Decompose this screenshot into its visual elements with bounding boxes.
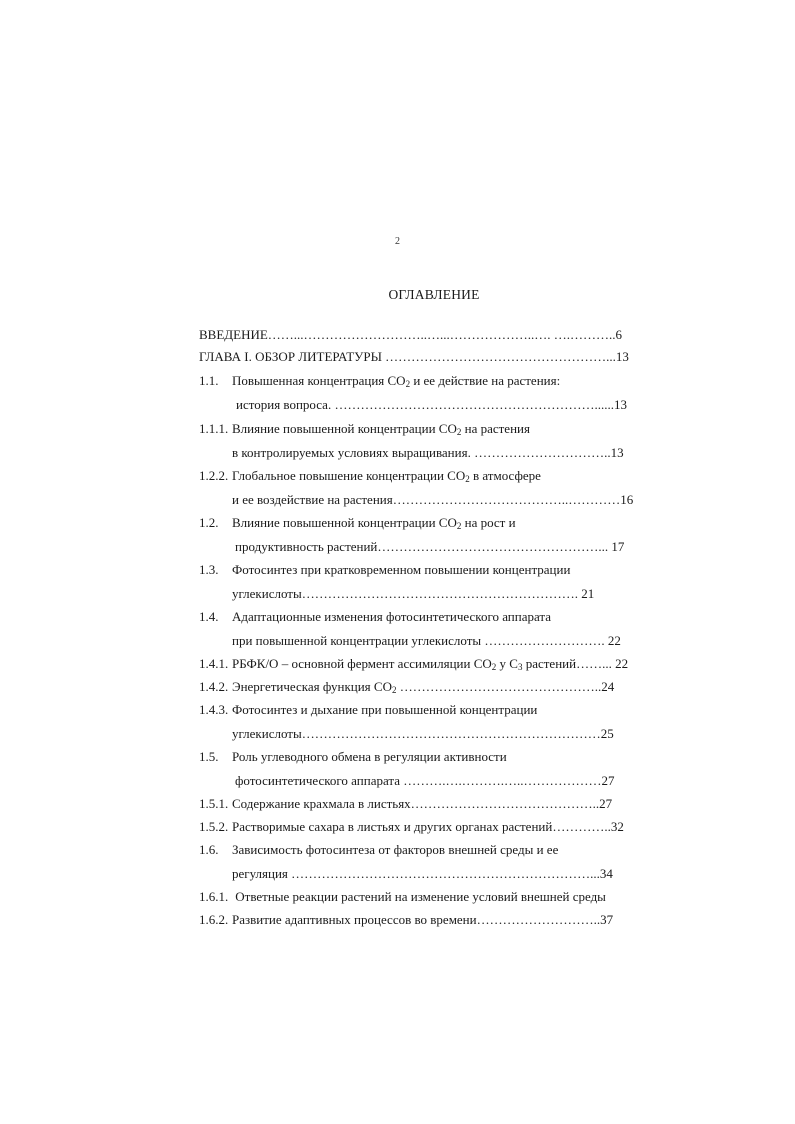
section-number: 1.2.2. [199,468,229,483]
section-number: 1.5.1. [199,796,229,811]
toc-entry-1-6-cont [232,866,613,882]
subscript: 3 [517,662,523,672]
toc-entry-intro [199,327,622,343]
toc-entry-1-3 [199,562,570,578]
toc-entry-text: Зависимость фотосинтеза от факторов внешней среды и ее [232,842,559,857]
toc-entry-text: РБФК/О – основной фермент ассимиляции СО [232,656,492,671]
subscript: 2 [456,427,462,437]
toc-entry-text: Растворимые сахара в листьях и других органах растений…………..32 [232,819,624,834]
toc-entry-text: Влияние повышенной концентрации СО [232,421,457,436]
toc-entry-text: углекислоты……………………………………………………………25 [232,726,614,741]
page-number: 2 [395,236,400,247]
toc-entry-text: Роль углеводного обмена в регуляции активности [232,749,507,764]
toc-entry-1-4-2 [199,679,614,695]
toc-entry-text: Фотосинтез при кратковременном повышении концентрации [232,562,571,577]
section-number: 1.1.1. [199,421,229,436]
toc-entry-text: углекислоты………………………………………………………. 21 [232,586,595,601]
toc-entry-text: на растения [461,421,530,436]
toc-entry-text: Влияние повышенной концентрации СО [232,515,457,530]
toc-entry-text: Повышенная концентрация СО [232,373,406,388]
toc-entry-text: продуктивность растений……………………………………………... 17 [235,539,625,554]
toc-entry-1-6-1 [199,889,606,905]
toc-entry-1-5-1 [199,796,612,812]
toc-entry-text: в контролируемых условиях выращивания. …………………………..13 [232,445,624,460]
subscript: 2 [405,379,411,389]
toc-entry-text: ………………………………………..24 [396,679,615,694]
toc-entry-text: при повышенной концентрации углекислоты ………………………. 22 [232,633,621,648]
toc-entry-1-4-cont [232,633,621,649]
toc-entry-text: Глобальное повышение концентрации СО [232,468,466,483]
section-number: 1.4.2. [199,679,229,694]
toc-entry-text: и ее воздействие на растения…………………………………..…………16 [232,492,634,507]
section-number: 1.5. [199,749,219,764]
toc-entry-1-1-cont [236,397,627,413]
toc-entry-text: ГЛАВА I. ОБЗОР ЛИТЕРАТУРЫ ……………………………………………...13 [199,349,629,364]
toc-entry-1-5-2 [199,819,624,835]
toc-entry-text: на рост и [461,515,516,530]
section-number: 1.5.2. [199,819,229,834]
toc-entry-text: у С [496,656,518,671]
toc-entry-text: Энергетическая функция СО [232,679,392,694]
section-number: 1.6.2. [199,912,229,927]
toc-entry-text: Адаптационные изменения фотосинтетического аппарата [232,609,552,624]
toc-entry-1-4-3 [199,702,537,718]
toc-entry-1-6-2 [199,912,613,928]
subscript: 2 [391,685,397,695]
toc-entry-1-4 [199,609,551,625]
page-title: ОГЛАВЛЕНИЕ [388,287,480,302]
toc-entry-1-6 [199,842,558,858]
section-number: 1.1. [199,373,219,388]
toc-entry-text: история вопроса. ……………………………………………………......13 [236,397,627,412]
toc-entry-1-1-1 [199,421,530,437]
section-number: 1.4.3. [199,702,229,717]
toc-entry-text: и ее действие на растения: [410,373,561,388]
toc-entry-1-5 [199,749,507,765]
toc-entry-text: Развитие адаптивных процессов во времени………………………..37 [232,912,614,927]
subscript: 2 [456,521,462,531]
section-number: 1.4. [199,609,219,624]
section-number: 1.3. [199,562,219,577]
subscript: 2 [491,662,497,672]
toc-entry-text: Фотосинтез и дыхание при повышенной концентрации [232,702,538,717]
toc-entry-1-3-cont [232,586,594,602]
toc-entry-1-4-3-cont [232,726,614,742]
toc-entry-1-1 [199,373,560,389]
toc-entry-1-2-cont [235,539,624,555]
toc-entry-text: растений……... 22 [522,656,629,671]
section-number: 1.6.1. [199,889,229,904]
toc-entry-text: фотосинтетического аппарата ……….….……….…..………………27 [235,773,615,788]
toc-entry-1-5-cont [235,773,615,789]
subscript: 2 [465,474,470,484]
toc-entry-text: в атмосфере [469,468,541,483]
toc-entry-text: регуляция ……………………………………………………………...34 [232,866,613,881]
section-number: 1.6. [199,842,219,857]
toc-entry-chapter-1 [199,349,629,365]
toc-entry-1-2-2-cont [232,492,633,508]
toc-entry-text: Содержание крахмала в листьях……………………………………..27 [232,796,613,811]
toc-entry-1-4-1 [199,656,628,672]
section-number: 1.4.1. [199,656,229,671]
toc-entry-1-2-2 [199,468,541,484]
section-number: 1.2. [199,515,219,530]
toc-entry-1-1-1-cont [232,445,624,461]
toc-entry-text: Ответные реакции растений на изменение условий внешней среды [232,889,606,904]
toc-entry-1-2 [199,515,516,531]
toc-entry-text: ВВЕДЕНИЕ……...………………………..…...………………..…. ….………..6 [199,327,623,342]
